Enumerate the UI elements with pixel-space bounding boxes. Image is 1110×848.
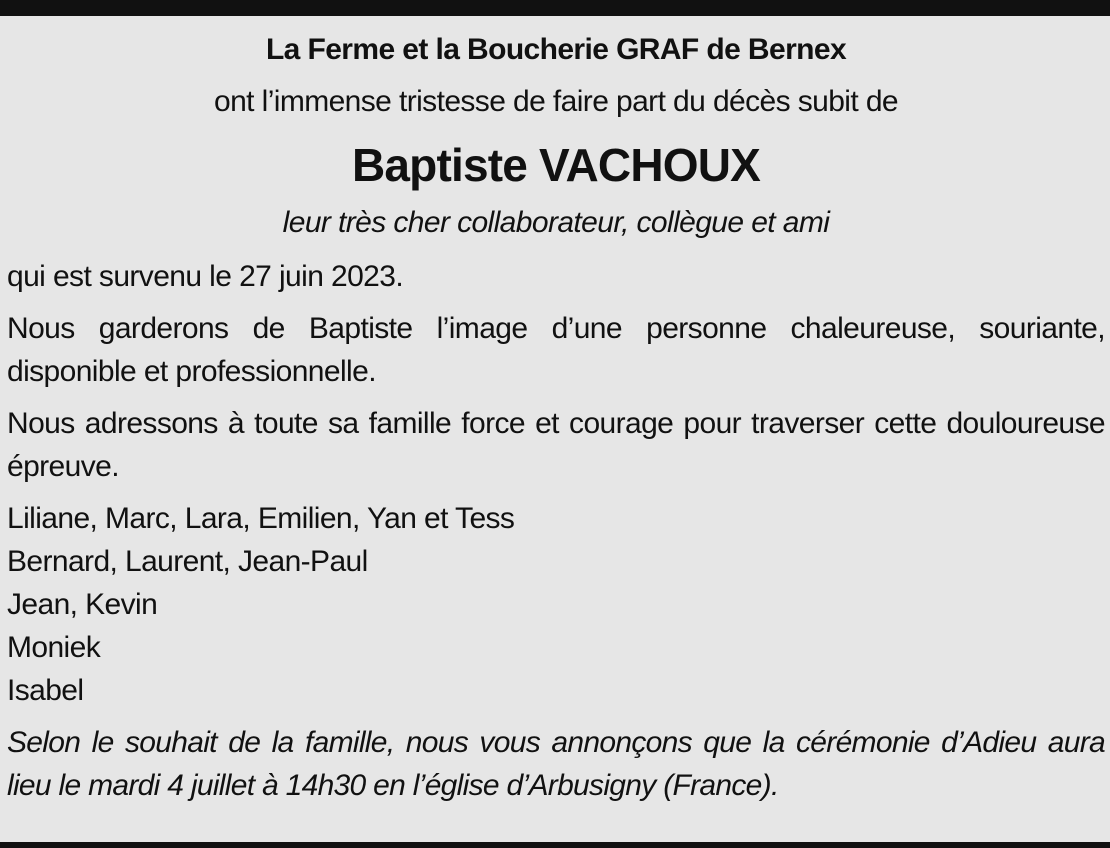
signatory-line: Liliane, Marc, Lara, Emilien, Yan et Tess [7,502,515,535]
tribute-paragraph: Nous garderons de Baptiste l’image d’une personne chaleureuse, souriante, disponible et professionnelle. [7,312,1105,388]
ceremony-paragraph: Selon le souhait de la famille, nous vous annonçons que la cérémonie d’Adieu aura lieu le mardi 4 juillet à 14h30 en l’église d’Arbusigny (France). [7,726,1105,802]
signatories-list [7,497,1105,712]
signatory-line: Moniek [7,631,101,664]
signatory-line: Bernard, Laurent, Jean-Paul [7,545,368,578]
signatory-line: Jean, Kevin [7,588,158,621]
obituary-notice [7,26,1105,807]
intro-line: ont l’immense tristesse de faire part du décès subit de [213,85,899,118]
condolences-paragraph: Nous adressons à toute sa famille force et courage pour traverser cette douloureuse épreuve. [7,407,1105,483]
signatory-line: Isabel [7,674,84,707]
sender-line: La Ferme et la Boucherie GRAF de Bernex [265,33,847,66]
top-border [0,0,1110,16]
date-sentence: qui est survenu le 27 juin 2023. [7,260,404,293]
deceased-name: Baptiste VACHOUX [351,139,761,191]
bottom-border [0,842,1110,848]
relation-line: leur très cher collaborateur, collègue et ami [282,206,830,239]
